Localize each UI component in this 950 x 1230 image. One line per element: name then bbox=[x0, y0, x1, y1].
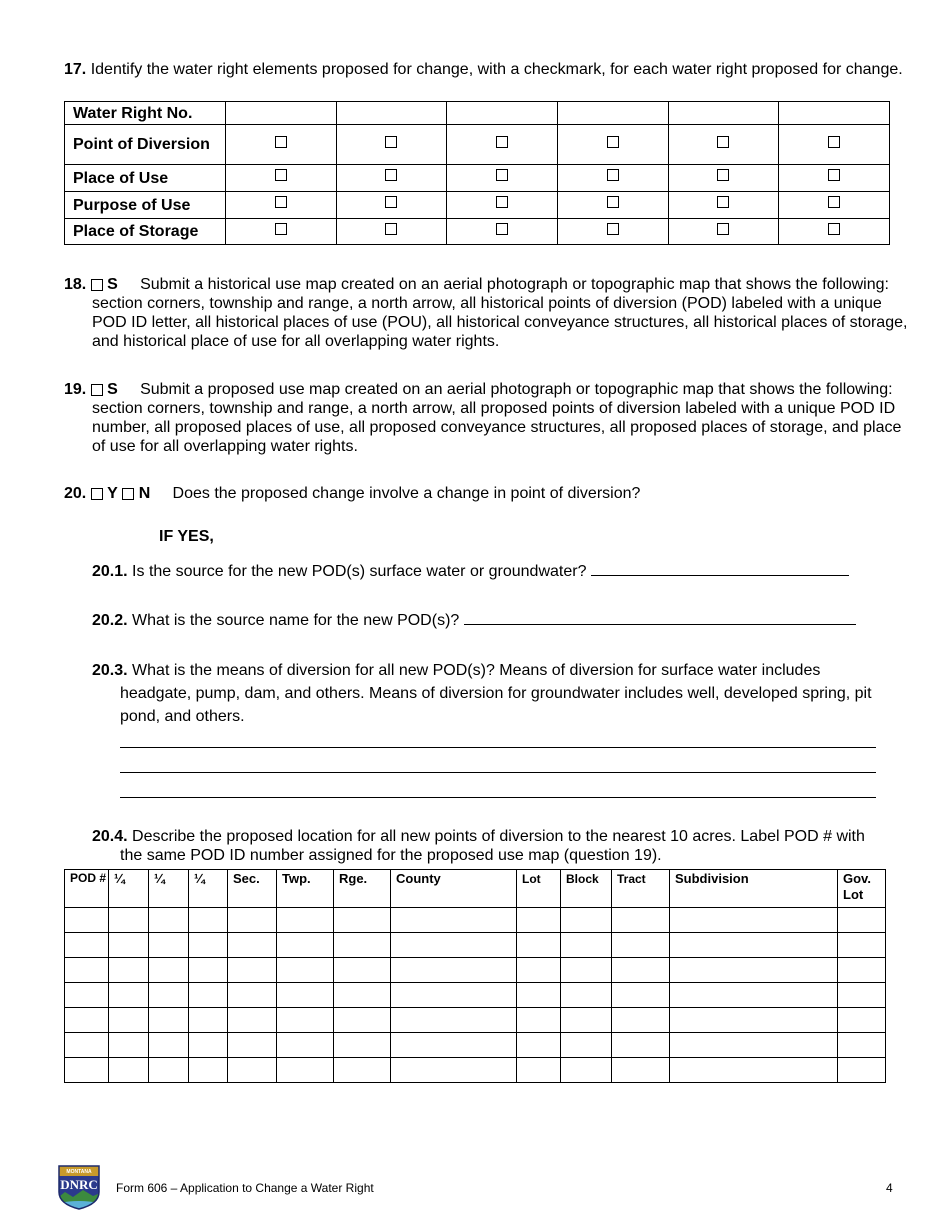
table-cell[interactable] bbox=[189, 933, 228, 958]
table-cell[interactable] bbox=[517, 983, 561, 1008]
table-cell[interactable] bbox=[561, 1033, 612, 1058]
table-cell[interactable] bbox=[189, 1008, 228, 1033]
table-cell[interactable] bbox=[838, 908, 886, 933]
question-20 bbox=[64, 484, 884, 503]
column-header: Gov. Lot bbox=[838, 870, 886, 908]
table-row bbox=[65, 958, 886, 983]
water-right-no-input[interactable] bbox=[557, 102, 668, 125]
table-cell[interactable] bbox=[561, 1058, 612, 1083]
water-right-no-input[interactable] bbox=[668, 102, 779, 125]
logo-text: DNRC bbox=[60, 1177, 98, 1192]
table-cell[interactable] bbox=[517, 1033, 561, 1058]
table-cell[interactable] bbox=[109, 933, 149, 958]
table-cell[interactable] bbox=[838, 1033, 886, 1058]
no-label: N bbox=[138, 485, 151, 502]
table-cell[interactable] bbox=[334, 1033, 391, 1058]
table-cell[interactable] bbox=[517, 1058, 561, 1083]
question-text: Describe the proposed location for all new points of diversion to the nearest 10 acres. Label POD # with the same POD ID number assigned for the proposed use map (question 19). bbox=[120, 828, 865, 864]
table-cell[interactable] bbox=[189, 1033, 228, 1058]
column-header: ¼ bbox=[189, 870, 228, 908]
table-row bbox=[65, 933, 886, 958]
dnrc-logo-icon bbox=[55, 1162, 103, 1210]
question-text: Is the source for the new POD(s) surface water or groundwater? bbox=[132, 563, 587, 580]
table-cell[interactable] bbox=[334, 933, 391, 958]
question-text: Does the proposed change involve a change in point of diversion? bbox=[172, 485, 641, 502]
table-cell[interactable] bbox=[189, 983, 228, 1008]
question-20-3 bbox=[92, 659, 884, 728]
table-cell[interactable] bbox=[391, 958, 517, 983]
checkbox[interactable] bbox=[496, 136, 508, 148]
table-cell[interactable] bbox=[670, 983, 838, 1008]
column-header: Sec. bbox=[228, 870, 277, 908]
logo-top-text: MONTANA bbox=[66, 1169, 92, 1175]
checkbox[interactable] bbox=[717, 136, 729, 148]
checkbox[interactable] bbox=[385, 196, 397, 208]
table-cell[interactable] bbox=[334, 908, 391, 933]
table-cell[interactable] bbox=[149, 1033, 189, 1058]
question-number: 20.1. bbox=[92, 563, 128, 580]
column-header: ¼ bbox=[109, 870, 149, 908]
table-cell[interactable] bbox=[65, 908, 109, 933]
row-label: Place of Use bbox=[65, 165, 226, 192]
table-cell[interactable] bbox=[612, 908, 670, 933]
checkbox[interactable] bbox=[385, 136, 397, 148]
table-cell[interactable] bbox=[228, 958, 277, 983]
table-row bbox=[65, 219, 890, 245]
table-cell[interactable] bbox=[838, 1058, 886, 1083]
table-cell[interactable] bbox=[391, 1033, 517, 1058]
column-header: POD # bbox=[65, 870, 109, 908]
table-row bbox=[65, 102, 890, 125]
question-number: 19. bbox=[64, 381, 87, 398]
checkbox[interactable] bbox=[828, 223, 840, 235]
question-20-4 bbox=[92, 827, 886, 865]
table-row bbox=[65, 125, 890, 165]
question-text: What is the means of diversion for all new POD(s)? Means of diversion for surface water includes headgate, pump, dam, and others. Means of diversion for groundwater includes well, developed spring, pit pond, and others. bbox=[120, 662, 872, 725]
table-cell[interactable] bbox=[391, 1058, 517, 1083]
water-right-no-input[interactable] bbox=[226, 102, 337, 125]
table-row bbox=[65, 908, 886, 933]
checkbox[interactable] bbox=[828, 196, 840, 208]
table-row bbox=[65, 983, 886, 1008]
table-cell[interactable] bbox=[149, 933, 189, 958]
page-number: 4 bbox=[886, 1181, 893, 1195]
table-cell[interactable] bbox=[391, 1008, 517, 1033]
table-cell[interactable] bbox=[277, 1008, 334, 1033]
table-cell[interactable] bbox=[612, 1058, 670, 1083]
source-type-field[interactable] bbox=[591, 575, 849, 576]
dnrc-logo bbox=[55, 1162, 103, 1210]
table-cell[interactable] bbox=[109, 908, 149, 933]
table-cell[interactable] bbox=[65, 958, 109, 983]
table-cell[interactable] bbox=[517, 908, 561, 933]
column-header: Lot bbox=[517, 870, 561, 908]
table-cell[interactable] bbox=[561, 983, 612, 1008]
table-cell[interactable] bbox=[109, 1033, 149, 1058]
row-label: Water Right No. bbox=[65, 102, 226, 125]
table-cell[interactable] bbox=[228, 908, 277, 933]
question-number: 18. bbox=[64, 276, 87, 293]
table-cell[interactable] bbox=[228, 1058, 277, 1083]
question-text: Identify the water right elements proposed for change, with a checkmark, for each water right proposed for change. bbox=[90, 61, 903, 78]
table-cell[interactable] bbox=[149, 1008, 189, 1033]
table-cell[interactable] bbox=[517, 1008, 561, 1033]
checkbox[interactable] bbox=[91, 384, 103, 396]
table-cell[interactable] bbox=[277, 933, 334, 958]
checkbox[interactable] bbox=[91, 279, 103, 291]
row-label: Purpose of Use bbox=[65, 192, 226, 219]
if-yes-label: IF YES, bbox=[159, 528, 214, 545]
means-of-diversion-line-2[interactable] bbox=[120, 772, 876, 773]
table-row bbox=[65, 192, 890, 219]
table-cell[interactable] bbox=[334, 958, 391, 983]
table-cell[interactable] bbox=[228, 1008, 277, 1033]
table-cell[interactable] bbox=[670, 1033, 838, 1058]
source-name-field[interactable] bbox=[464, 624, 856, 625]
means-of-diversion-line-3[interactable] bbox=[120, 797, 876, 798]
table-cell[interactable] bbox=[149, 983, 189, 1008]
table-cell[interactable] bbox=[517, 958, 561, 983]
table-row bbox=[65, 1008, 886, 1033]
table-cell[interactable] bbox=[612, 958, 670, 983]
water-right-no-input[interactable] bbox=[336, 102, 447, 125]
table-cell[interactable] bbox=[189, 958, 228, 983]
question-number: 20.2. bbox=[92, 612, 128, 629]
table-cell[interactable] bbox=[561, 958, 612, 983]
checkbox[interactable] bbox=[385, 223, 397, 235]
no-checkbox[interactable] bbox=[122, 488, 134, 500]
table-cell[interactable] bbox=[561, 933, 612, 958]
table-cell[interactable] bbox=[65, 1033, 109, 1058]
column-header: Block bbox=[561, 870, 612, 908]
checkbox[interactable] bbox=[828, 169, 840, 181]
question-text: Submit a historical use map created on an aerial photograph or topographic map that shows the following: section corners, township and range, a north arrow, all historical points of diversion (POD) labeled with a unique POD ID letter, all historical places of use (POU), all historical conveyance structures, all historical places of storage, and historical place of use for all overlapping water rights. bbox=[92, 276, 908, 350]
row-label: Point of Diversion bbox=[65, 125, 226, 165]
checkbox[interactable] bbox=[275, 169, 287, 181]
table-cell[interactable] bbox=[670, 958, 838, 983]
table-cell[interactable] bbox=[838, 958, 886, 983]
question-17 bbox=[64, 60, 912, 79]
table-cell[interactable] bbox=[838, 933, 886, 958]
question-text: What is the source name for the new POD(s)? bbox=[132, 612, 460, 629]
row-label: Place of Storage bbox=[65, 219, 226, 245]
checkbox[interactable] bbox=[275, 223, 287, 235]
checkbox[interactable] bbox=[385, 169, 397, 181]
table-header-row bbox=[65, 870, 886, 908]
table-cell[interactable] bbox=[277, 1058, 334, 1083]
table-cell[interactable] bbox=[612, 933, 670, 958]
table-cell[interactable] bbox=[670, 908, 838, 933]
table-cell[interactable] bbox=[109, 958, 149, 983]
checkbox[interactable] bbox=[717, 196, 729, 208]
table-cell[interactable] bbox=[189, 908, 228, 933]
water-right-elements-table bbox=[64, 101, 890, 245]
pod-location-table bbox=[64, 869, 886, 1083]
checkbox[interactable] bbox=[496, 169, 508, 181]
checkbox[interactable] bbox=[607, 169, 619, 181]
table-cell[interactable] bbox=[612, 1008, 670, 1033]
checkbox[interactable] bbox=[607, 223, 619, 235]
table-cell[interactable] bbox=[838, 1008, 886, 1033]
table-cell[interactable] bbox=[561, 908, 612, 933]
table-cell[interactable] bbox=[149, 1058, 189, 1083]
table-cell[interactable] bbox=[838, 983, 886, 1008]
table-cell[interactable] bbox=[149, 958, 189, 983]
column-header: Twp. bbox=[277, 870, 334, 908]
checkbox[interactable] bbox=[828, 136, 840, 148]
question-number: 17. bbox=[64, 61, 87, 78]
checkbox[interactable] bbox=[496, 223, 508, 235]
table-cell[interactable] bbox=[334, 1058, 391, 1083]
table-row bbox=[65, 165, 890, 192]
checkbox[interactable] bbox=[607, 136, 619, 148]
table-cell[interactable] bbox=[189, 1058, 228, 1083]
question-number: 20.3. bbox=[92, 662, 128, 679]
table-cell[interactable] bbox=[109, 1008, 149, 1033]
table-row bbox=[65, 1058, 886, 1083]
table-cell[interactable] bbox=[670, 933, 838, 958]
table-cell[interactable] bbox=[334, 1008, 391, 1033]
table-cell[interactable] bbox=[109, 983, 149, 1008]
checkbox[interactable] bbox=[717, 223, 729, 235]
table-cell[interactable] bbox=[612, 983, 670, 1008]
table-cell[interactable] bbox=[334, 983, 391, 1008]
table-cell[interactable] bbox=[65, 1008, 109, 1033]
column-header: County bbox=[391, 870, 517, 908]
means-of-diversion-line-1[interactable] bbox=[120, 747, 876, 748]
table-cell[interactable] bbox=[65, 933, 109, 958]
yes-label: Y bbox=[107, 485, 118, 502]
checkbox[interactable] bbox=[607, 196, 619, 208]
question-18 bbox=[64, 275, 912, 351]
checkbox[interactable] bbox=[717, 169, 729, 181]
table-cell[interactable] bbox=[228, 933, 277, 958]
table-cell[interactable] bbox=[65, 983, 109, 1008]
yes-checkbox[interactable] bbox=[91, 488, 103, 500]
question-number: 20. bbox=[64, 485, 87, 502]
water-right-no-input[interactable] bbox=[779, 102, 890, 125]
checkbox[interactable] bbox=[275, 196, 287, 208]
question-20-2 bbox=[92, 612, 884, 630]
table-cell[interactable] bbox=[670, 1058, 838, 1083]
footer-form-title: Form 606 – Application to Change a Water Right bbox=[116, 1181, 374, 1195]
question-code: S bbox=[107, 276, 118, 293]
table-row bbox=[65, 1033, 886, 1058]
table-cell[interactable] bbox=[391, 983, 517, 1008]
table-cell[interactable] bbox=[277, 983, 334, 1008]
column-header: ¼ bbox=[149, 870, 189, 908]
table-cell[interactable] bbox=[391, 908, 517, 933]
table-cell[interactable] bbox=[228, 983, 277, 1008]
table-cell[interactable] bbox=[228, 1033, 277, 1058]
table-cell[interactable] bbox=[670, 1008, 838, 1033]
table-cell[interactable] bbox=[612, 1033, 670, 1058]
column-header: Rge. bbox=[334, 870, 391, 908]
question-number: 20.4. bbox=[92, 828, 128, 845]
table-cell[interactable] bbox=[517, 933, 561, 958]
checkbox[interactable] bbox=[275, 136, 287, 148]
question-text: Submit a proposed use map created on an aerial photograph or topographic map that shows the following: section corners, township and range, a north arrow, all proposed points of diversion labeled with a unique POD ID number, all proposed places of use, all proposed conveyance structures, all proposed places of storage, and place of use for all overlapping water rights. bbox=[92, 381, 902, 455]
table-cell[interactable] bbox=[149, 908, 189, 933]
table-cell[interactable] bbox=[277, 958, 334, 983]
table-cell[interactable] bbox=[277, 1033, 334, 1058]
question-code: S bbox=[107, 381, 118, 398]
water-right-no-input[interactable] bbox=[447, 102, 558, 125]
column-header: Tract bbox=[612, 870, 670, 908]
table-cell[interactable] bbox=[277, 908, 334, 933]
question-20-1 bbox=[92, 563, 884, 581]
table-cell[interactable] bbox=[65, 1058, 109, 1083]
checkbox[interactable] bbox=[496, 196, 508, 208]
table-cell[interactable] bbox=[391, 933, 517, 958]
column-header: Subdivision bbox=[670, 870, 838, 908]
question-19 bbox=[64, 380, 912, 456]
table-cell[interactable] bbox=[561, 1008, 612, 1033]
table-cell[interactable] bbox=[109, 1058, 149, 1083]
